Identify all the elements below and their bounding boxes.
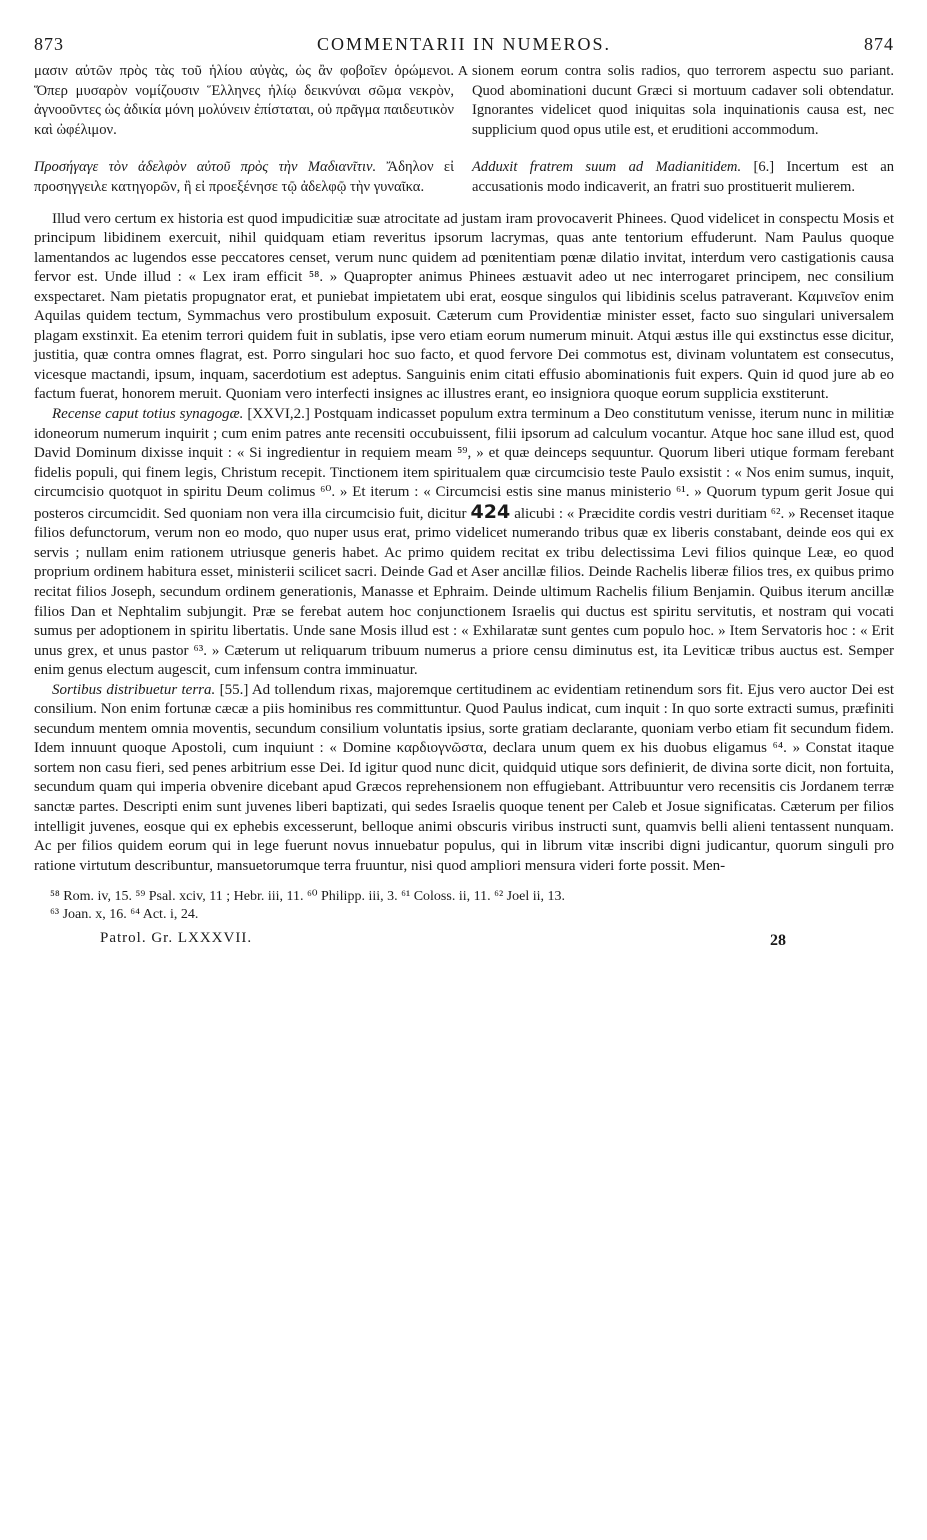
paragraph-text: [55.] Ad tollendum rixas, majoremque certitudinem ac evidentiam retinendum sors fit. Ejus vero auctor Dei est consilium. Non enim fortunæ cæcæ a piis hominibus res committuntur. Quod Paulus indicat, cum inquit : In quo sorte extracti sumus, præfiniti secundum mentem omnia moventis, secundum consilium voluntatis ipsius, sorte gratiam declarante, quoniam verbo etiam fit secundum fidem. Idem innuunt quoque Apostoli, cum inquiunt : « Domine καρδιογνῶστα, declara unum quem ex his duobus eligamus ⁶⁴. » Constat itaque sortem non casu fieri, sed penes arbitrium esse Dei. Id igitur quod nunc dicit, quidquid utique sors definierit, de divina sorte dicit, non fortuita, secundum quam qui imperia obvenire dicebant apud Græcos reprehensionem non effugiebant. Attribuuntur vero recensitis cis Jordanem terræ sanctæ partes. Descripti enim sunt juvenes liberi baptizati, qui sedes Israelis quoque tenent per Caleb et Josue significatas. Cæterum per filios intelligit juvenes, eosque qui ex ephebis excesserunt, belloque animi obscuris viribus instructi sunt, quamvis belli alieni tentassent nunquam. Ac per filios quidem eorum qui in lege fuerunt novus innuebatur populus, qui in librum vitæ inscribi digni judicantur, quorum singuli pro ratione virtutum describuntur, mansuetorumque terra fruuntur, nisi quod ampliori mensura videri forte possit. Men- (34, 681, 894, 874)
right-column-number: 874 (864, 34, 894, 54)
footnotes (34, 888, 894, 924)
series-label: Patrol. Gr. LXXXVII. (100, 930, 253, 947)
latin-lemma: Adduxit fratrem suum ad Madianitidem. (472, 159, 742, 176)
greek-text: μασιν αὐτῶν πρὸς τὰς τοῦ ἡλίου αὐγὰς, ὡς ἂν φοβοῖεν ὁρώμενοι. Ὅπερ μυσαρὸν νομίζουσιν Ἕλληνες ἡλίῳ δεικνύναι σῶμα νεκρὸν, ἀγνοοῦντες ὡς ἀδικία μόνη μολύνειν ἐπίσταται, οὐ πρᾶγμα παιδευτικὸν καὶ ὠφέλιμον. (34, 63, 454, 138)
running-title: COMMENTARII IN NUMEROS. (316, 34, 612, 54)
lemma: Sortibus distribuetur terra. (52, 681, 216, 698)
commentary-body (34, 210, 894, 877)
page-header (34, 28, 894, 62)
latin-text: [6.] Incertum est an accusationis modo indicaverit, an fratri suo prostituerit mulierem. (472, 159, 894, 195)
greek-column (34, 62, 468, 140)
parallel-text-section (34, 62, 894, 198)
parallel-block-1 (34, 62, 894, 140)
left-column-number: 873 (34, 34, 64, 54)
page-footer (34, 930, 894, 954)
greek-text: Ἄδηλον εἰ προσηγγειλε κατηγορῶν, ἢ εἰ προεξένησε τῷ ἀδελφῷ τὴν γυναῖκα. (34, 159, 454, 195)
page (34, 28, 894, 954)
paragraph (34, 405, 894, 681)
latin-text: sionem eorum contra solis radios, quo terrorem aspectu suo pariant. Quod abominationi ducunt Græci si mortuum cadaver soli obtendatur. Ignorantes videlicet quod iniquitas sola inquinationis causa est, nec supplicium quod opus utile est, et eruditioni accommodum. (472, 63, 894, 138)
footnote-line: ⁶³ Joan. x, 16. ⁶⁴ Act. i, 24. (50, 907, 199, 923)
lemma: Recense caput totius synagogæ. (52, 406, 244, 423)
page-marker: 424 (470, 500, 511, 523)
footnote-line: ⁵⁸ Rom. iv, 15. ⁵⁹ Psal. xciv, 11 ; Hebr. iii, 11. ⁶⁰ Philipp. iii, 3. ⁶¹ Coloss. ii, 11. ⁶² Joel ii, 13. (50, 889, 565, 905)
paragraph (34, 210, 894, 405)
margin-letter: A (457, 64, 468, 79)
latin-column (464, 62, 894, 140)
greek-column (34, 158, 464, 197)
paragraph-text: [XXVI,2.] Postquam indicasset populum extra terminum a Deo constitutum venisse, iterum nunc in militiæ idoneorum numerum inquirit ; cum enim patres ante recensiti occubuissent, filii ipsorum ad calculum vocantur. Atque hoc sane illud est, quod David Dominum dixisse inquit : « Si ingredientur in requiem meam ⁵⁹, » et quæ deinceps sequuntur. Quorum liberi utique formam ferebant fidelis populi, qui finem legis, Christum recepit. Tinctionem item spiritualem quæ circumcisio teste Paulo exsistit : « Nos enim sumus, inquit, circumcisio quotquot in spiritu Deum colimus ⁶⁰. » Et iterum : « Circumcisi estis sine manus ministerio ⁶¹. » Quorum typum gerit Josue qui posteros circumcidit. Sed quoniam non vera illa circumcisio fuit, dicitur (34, 406, 895, 522)
signature-mark: 28 (770, 932, 786, 950)
greek-lemma: Προσήγαγε τὸν ἀδελφὸν αὐτοῦ πρὸς τὴν Μαδιανῖτιν. (34, 159, 377, 176)
paragraph-text: Illud vero certum ex historia est quod impudicitiæ suæ atrocitate ad justam iram provocaverit Phinees. Quod videlicet in conspectu Mosis et principum libidinem exercuit, nihil quidquam etiam reveritus ipsorum lacrymas, quas ante tentorium effuderunt. Nam Paulus quoque lamentandos ac lugendos esse peccatores censet, verum nunc quidem ad pœnitentiam pœnæ dilatio invitat, interdum vero castigationis causa fervor est. Unde illud : « Lex iram efficit ⁵⁸. » Quapropter animus Phinees æstuavit adeo ut nec interrogaret principem, nec consilium exspectaret. Nam pietatis propugnator erat, et puniebat impietatem ubi erat, eosque singulos qui libidinis scelus patraverant. Καμινεῖον enim Aquilas quidem tectum, Symmachus vero prostibulum exposuit. Cæterum cum Providentiæ minister esset, facto suo singulari universalem plagam exstinxit. Ea etenim terrori quidem fuit in sublatis, ipse vero etiam eorum numerum minuit. Atqui æstus ille qui exstinctus esse dicitur, justitia, quæ contra omnes flagrat, est. Porro singulari hoc suo facto, et quod fervore Dei commotus est, divinam voluntatem est consecutus, vicesque mactandi, ipsum, inquam, sacerdotium est adeptus. Sanguinis enim citati effusio abominationis fuit expers. Quin id quod jure ab eo factum fuerat, honorem meruit. Quoniam vero interfecti insignes ac illustres erant, eo insigniora quoque eorum supplicia exstiterunt. (34, 210, 894, 403)
paragraph-text: alicubi : « Præcidite cordis vestri duritiam ⁶². » Recenset itaque filios defunctorum, verum non eo modo, quo nuper usus erat, primo videlicet numerando tribus quæ ex liberis constabant, deinde eos qui ex servis ; nullam enim rationem utriusque generis habet. Ac primo quidem recitat ex tribu delectissima Levi filios quinque Leæ, eo quod proprium ordinem habitura esset, ministerii scilicet sacri. Deinde Gad et Aser ancillæ filios. Deinde Rachelis liberæ filios tres, ex quibus primo recitat filios Joseph, secundum ordinem generationis, Manasse et Ephraim. Deinde ultimum Rachelis filium Benjamin. Quibus iterum ancillæ filios Dan et Nephtalim subjungit. Præ se ferebat autem hoc conjunctionem Israelis qui ductus est spiritu servitutis, et nostram qui vocati sumus per adoptionem in spiritu libertatis. Unde sane Mosis illud est : « Exhilaratæ sunt gentes cum populo hoc. » Item Servatoris hoc : « Erit unus grex, et unus pastor ⁶³. » Cæterum ut reliquarum tribuum numerus a priore censu diminutus est, ita Leviticæ tribus auctus est. Semper enim genus electum augescit, cum infensum contra imminuatur. (34, 505, 894, 679)
latin-column (464, 158, 894, 197)
paragraph (34, 681, 894, 876)
parallel-block-2 (34, 158, 894, 197)
